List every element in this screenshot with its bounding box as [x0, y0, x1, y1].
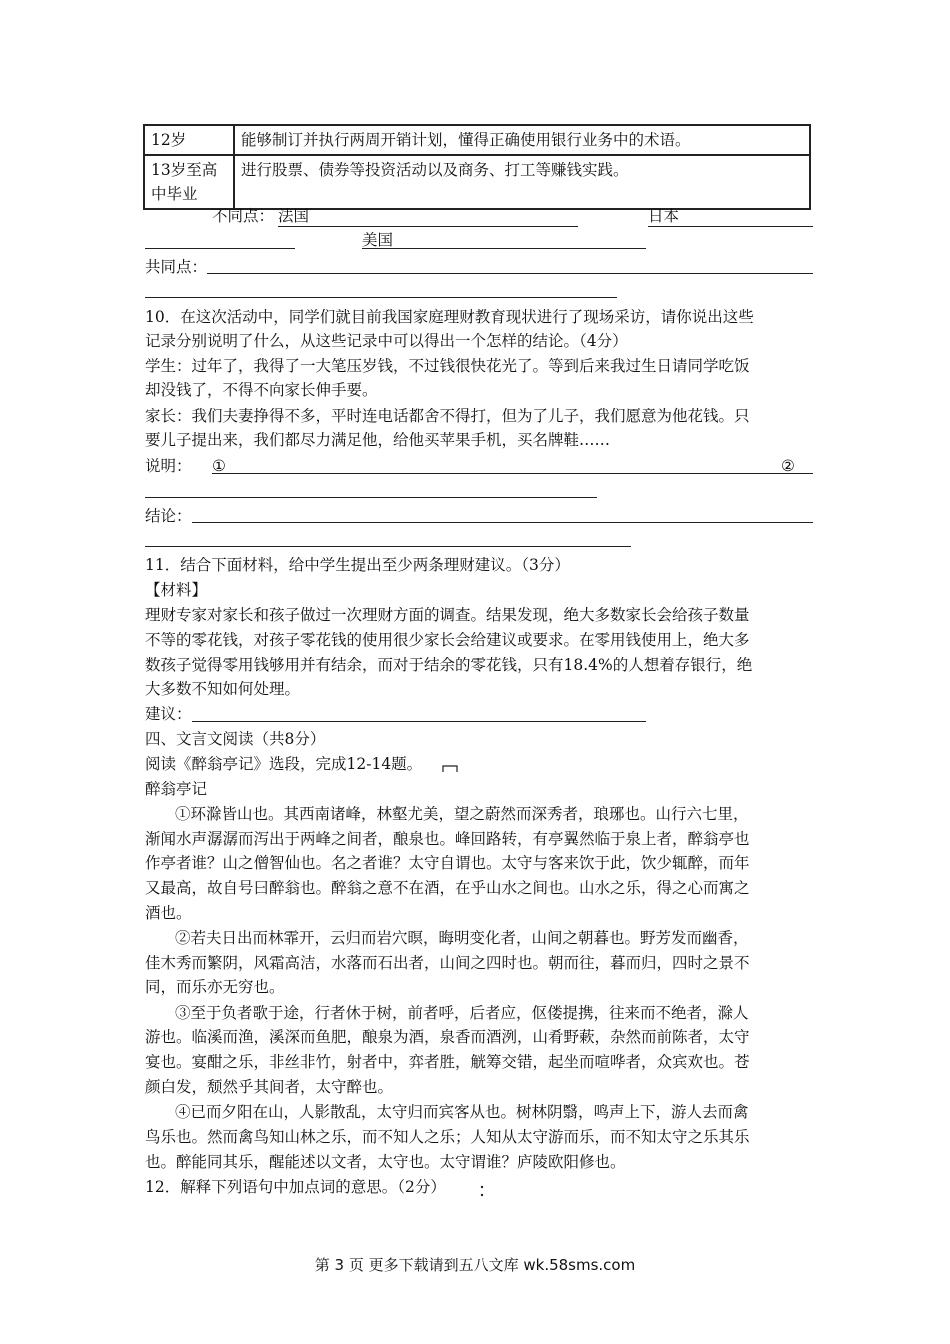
passage-line: 佳木秀而繁阴，风霜高洁，水落而石出者，山间之四时也。朝而往，暮而归，四时之景不: [145, 954, 750, 972]
q10-text: 10．在这次活动中，同学们就目前我国家庭理财教育现状进行了现场采访，请你说出这些: [145, 308, 754, 326]
q12-text: 12．解释下列语句中加点词的意思。（2分）: [145, 1178, 446, 1196]
explain-mark-1: ①: [212, 457, 226, 475]
material-text: 不等的零花钱，对孩子零花钱的使用很少家长会给建议或要求。在零用钱使用上，绝大多: [145, 631, 750, 649]
material-label: 【材料】: [145, 581, 208, 599]
france-label: 法国: [278, 207, 310, 225]
passage-line: ①环滁皆山也。其西南诸峰，林壑尤美，望之蔚然而深秀者，琅琊也。山行六七里，: [175, 805, 749, 823]
conclusion-answer-line[interactable]: [192, 522, 813, 523]
passage-line: 作亭者谁？山之僧智仙也。名之者谁？太守自谓也。太守与客来饮于此，饮少辄醉，而年: [145, 854, 750, 872]
explain-answer-line[interactable]: [212, 473, 813, 474]
material-text: 大多数不知如何处理。: [145, 680, 301, 698]
usa-label: 美国: [362, 231, 394, 249]
material-text: 数孩子觉得零用钱够用并有结余，而对于结余的零花钱，只有18.4%的人想着存银行，绝: [145, 656, 753, 674]
description-cell: 进行股票、债券等投资活动以及商务、打工等赚钱实践。: [234, 155, 810, 209]
q10-text: 记录分别说明了什么，从这些记录中可以得出一个怎样的结论。（4分）: [145, 332, 628, 350]
usa-answer-line[interactable]: [362, 248, 646, 249]
description-cell: 能够制订并执行两周开销计划，懂得正确使用银行业务中的术语。: [234, 125, 810, 155]
passage-line: 鸟乐也。然而禽鸟知山林之乐，而不知人之乐；人知从太守游而乐，而不知太守之乐其乐: [145, 1128, 750, 1146]
passage-line: 同，而乐亦无穷也。: [145, 978, 285, 996]
passage-line: 宴也。宴酣之乐，非丝非竹，射者中，弈者胜，觥筹交错，起坐而喧哗者，众宾欢也。苍: [145, 1053, 750, 1071]
advice-label: 建议：: [145, 705, 192, 723]
student-quote: 学生：过年了，我得了一大笔压岁钱，不过钱很快花光了。等到后来我过生日请同学吃饭: [145, 357, 750, 375]
similarity-label: 共同点：: [145, 258, 208, 276]
edit-mark-icon: [478, 1184, 486, 1198]
parent-quote: 要儿子提出来，我们都尽力满足他，给他买苹果手机，买名牌鞋……: [145, 431, 611, 449]
student-quote: 却没钱了，不得不向家长伸手要。: [145, 381, 378, 399]
conclusion-label: 结论：: [145, 507, 192, 525]
passage-line: 又最高，故自号曰醉翁也。醉翁之意不在酒，在乎山水之间也。山水之乐，得之心而寓之: [145, 879, 750, 897]
similarity-answer-line-cont[interactable]: [145, 297, 617, 298]
parent-quote: 家长：我们夫妻挣得不多，平时连电话都舍不得打，但为了儿子，我们愿意为他花钱。只: [145, 407, 750, 425]
japan-answer-line-cont[interactable]: [145, 248, 295, 249]
table-row: [144, 125, 810, 155]
table-row: [144, 155, 810, 209]
passage-title: 醉翁亭记: [145, 780, 208, 798]
passage-line: ②若夫日出而林霏开，云归而岩穴暝，晦明变化者，山间之朝暮也。野芳发而幽香，: [175, 929, 749, 947]
similarity-answer-line[interactable]: [207, 273, 813, 274]
explain-answer-line-cont[interactable]: [145, 497, 597, 498]
passage-line: 游也。临溪而渔，溪深而鱼肥，酿泉为酒，泉香而酒洌，山肴野蔌，杂然而前陈者，太守: [145, 1028, 750, 1046]
passage-line: 酒也。: [145, 904, 192, 922]
reading-intro: 阅读《醉翁亭记》选段，完成12-14题。: [145, 755, 423, 773]
section-heading: 四、文言文阅读（共8分）: [145, 730, 326, 748]
page-footer: 第 3 页 更多下载请到五八文库 wk.58sms.com: [314, 1256, 636, 1274]
passage-line: 也。醉能同其乐，醒能述以文者，太守也。太守谓谁？庐陵欧阳修也。: [145, 1153, 626, 1171]
explain-mark-2: ②: [781, 457, 795, 475]
advice-answer-line[interactable]: [192, 721, 646, 722]
japan-answer-line[interactable]: [648, 226, 813, 227]
passage-line: 颜白发，颓然乎其间者，太守醉也。: [145, 1078, 394, 1096]
difference-label: 不同点：: [212, 207, 275, 225]
explain-label: 说明：: [145, 457, 192, 475]
age-cell: 13岁至高中毕业: [144, 155, 234, 209]
passage-line: ④已而夕阳在山，人影散乱，太守归而宾客从也。树林阴翳，鸣声上下，游人去而禽: [175, 1103, 749, 1121]
passage-line: 渐闻水声潺潺而泻出于两峰之间者，酿泉也。峰回路转，有亭翼然临于泉上者，醉翁亭也: [145, 830, 750, 848]
conclusion-answer-line-cont[interactable]: [145, 546, 631, 547]
q11-text: 11．结合下面材料，给中学生提出至少两条理财建议。（3分）: [145, 556, 570, 574]
france-answer-line[interactable]: [278, 226, 578, 227]
material-text: 理财专家对家长和孩子做过一次理财方面的调查。结果发现，绝大多数家长会给孩子数量: [145, 606, 750, 624]
edit-mark-icon: [442, 763, 458, 773]
age-cell: 12岁: [144, 125, 234, 155]
passage-line: ③至于负者歌于途，行者休于树，前者呼，后者应，伛偻提携，往来而不绝者，滁人: [175, 1004, 749, 1022]
japan-label: 日本: [648, 207, 680, 225]
comparison-table: [143, 124, 811, 210]
